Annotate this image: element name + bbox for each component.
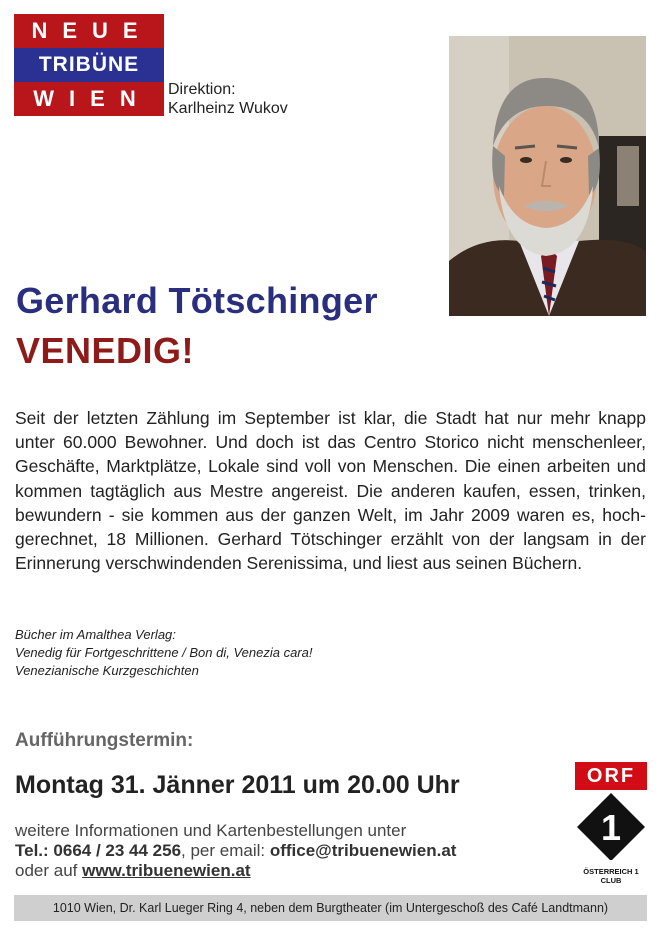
event-description: Seit der letzten Zählung im September ist klar, die Stadt hat nur mehr knapp unter 60.000 Bewohner. Und doch ist das Centro Storico nicht menschenleer, Geschäfte, Marktplätze, Lokale sind voll von Menschen. Die einen arbeiten und kommen tagtäglich aus Mestre angereist. Die anderen kaufen, essen, trinken, bewundern - sie kommen aus der ganzen Welt, im Jahr 2009 waren es, hoch-gerechnet, 18 Millionen. Gerhard Tötschinger erzählt von der langsam in der Erinnerung verschwindenden Serenissima, und liest aus seinen Büchern. bbox=[15, 408, 646, 574]
logo-line-tribuene: TRIBÜNE bbox=[14, 48, 164, 82]
info-contact-line bbox=[15, 841, 456, 861]
venue-address: 1010 Wien, Dr. Karl Lueger Ring 4, neben dem Burgtheater (im Untergeschoß des Café Landtmann) bbox=[14, 895, 647, 921]
event-title: VENEDIG! bbox=[16, 330, 195, 371]
performance-label: Aufführungstermin: bbox=[15, 730, 194, 751]
phone-number[interactable]: Tel.: 0664 / 23 44 256 bbox=[15, 841, 182, 860]
info-intro: weitere Informationen und Kartenbestellungen unter bbox=[15, 821, 407, 840]
orf-logo bbox=[575, 762, 647, 885]
logo-line-wien: WIEN bbox=[14, 82, 164, 116]
books-publisher: Bücher im Amalthea Verlag: bbox=[15, 627, 176, 642]
email-prefix: , per email: bbox=[181, 841, 270, 860]
website-link[interactable]: www.tribuenewien.at bbox=[82, 861, 251, 880]
direktion-label: Direktion: bbox=[168, 81, 236, 98]
books-title-1: Venedig für Fortgeschrittene / Bon di, Venezia cara! bbox=[15, 645, 313, 660]
author-photo bbox=[449, 36, 646, 316]
oe1-club-line2: CLUB bbox=[600, 876, 622, 885]
books-title-2: Venezianische Kurzgeschichten bbox=[15, 663, 199, 678]
author-name: Gerhard Tötschinger bbox=[16, 280, 378, 321]
contact-info bbox=[15, 821, 456, 881]
books-info bbox=[15, 626, 312, 680]
orf-brand: ORF bbox=[575, 762, 647, 790]
direktion-block bbox=[168, 80, 288, 118]
performance-date: Montag 31. Jänner 2011 um 20.00 Uhr bbox=[15, 771, 460, 799]
oe1-diamond-icon bbox=[575, 790, 647, 860]
direktion-name: Karlheinz Wukov bbox=[168, 100, 288, 117]
web-prefix: oder auf bbox=[15, 861, 83, 880]
info-web-line bbox=[15, 861, 456, 881]
oe1-club-line1: ÖSTERREICH 1 bbox=[583, 867, 639, 876]
email-link[interactable]: office@tribuenewien.at bbox=[269, 841, 457, 860]
oe1-number: 1 bbox=[600, 807, 622, 848]
neue-tribuene-wien-logo bbox=[14, 14, 164, 116]
author-portrait-image bbox=[449, 36, 646, 316]
oe1-club-label bbox=[575, 867, 647, 885]
logo-line-neue: NEUE bbox=[14, 14, 164, 48]
